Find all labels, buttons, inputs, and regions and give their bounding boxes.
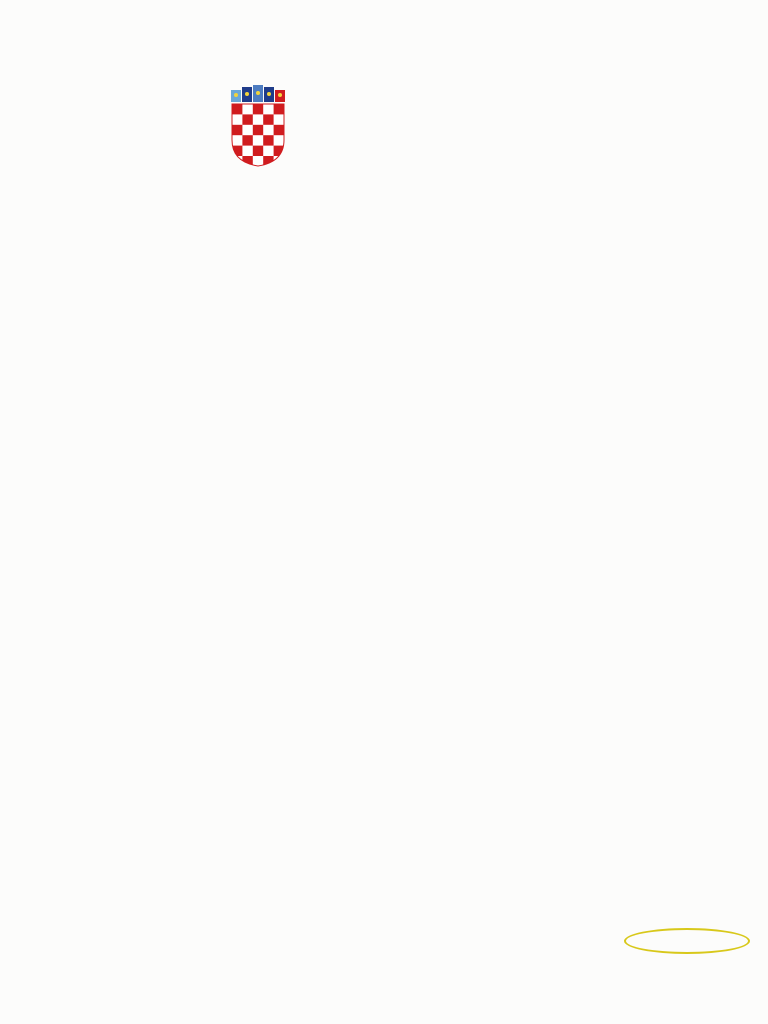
ruling-list — [200, 443, 675, 444]
findings-list — [160, 823, 738, 842]
coat-crown — [231, 85, 285, 102]
croatian-coat-of-arms — [228, 82, 288, 168]
coat-shield — [232, 104, 284, 168]
handwritten-circle-mark — [624, 928, 750, 954]
